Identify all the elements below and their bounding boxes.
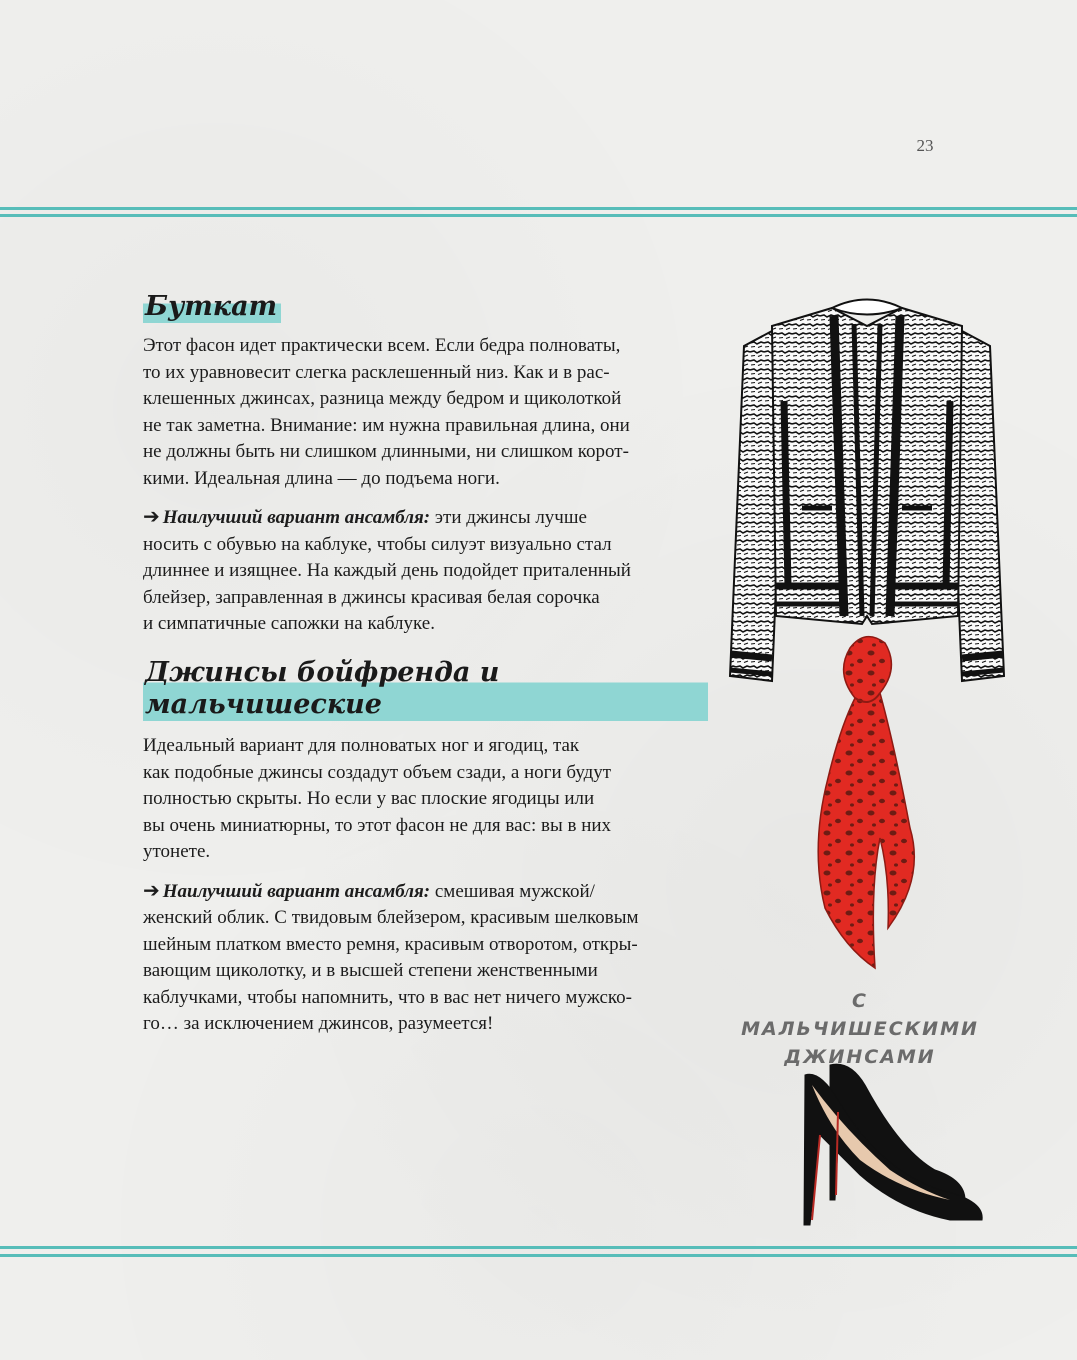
caption-line-2: ДЖИНСАМИ bbox=[784, 1046, 936, 1068]
page-number: 23 bbox=[916, 136, 934, 155]
section-title: Джинсы бойфренда и мальчишеские bbox=[143, 655, 708, 721]
arrow-right-icon: ➔ bbox=[143, 877, 160, 902]
section-boyfriend bbox=[143, 655, 708, 1038]
section-body bbox=[143, 733, 708, 866]
body-line: как подобные джинсы создадут объем сзади, а ноги будут bbox=[143, 761, 612, 783]
stiletto-pump-illustration bbox=[790, 1060, 990, 1230]
body-line: утонете. bbox=[143, 841, 211, 862]
tip-rest: эти джинсы лучше bbox=[430, 507, 587, 528]
body-line: клешенных джинсах, разница между бедром и щиколоткой bbox=[143, 388, 622, 409]
ensemble-tip bbox=[143, 503, 708, 638]
body-line: не так заметна. Внимание: им нужна правильная длина, они bbox=[143, 414, 630, 436]
body-line: не должны быть ни слишком длинными, ни слишком корот- bbox=[143, 441, 629, 462]
tip-line: каблучками, чтобы напомнить, что в вас нет ничего мужско- bbox=[143, 986, 632, 1008]
tip-first-line bbox=[143, 503, 708, 532]
top-rule-2 bbox=[0, 214, 1077, 217]
tip-line: вающим щиколотку, и в высшей степени женственными bbox=[143, 960, 598, 981]
body-line: полностью скрыты. Но если у вас плоские ягодицы или bbox=[143, 788, 595, 809]
section-bootcut bbox=[143, 289, 708, 638]
section-title: Буткат bbox=[143, 289, 281, 323]
red-scarf-illustration bbox=[800, 628, 930, 978]
tip-first-line bbox=[143, 877, 708, 906]
tip-line: го… за исключением джинсов, разумеется! bbox=[143, 1013, 494, 1034]
tip-line: шейным платком вместо ремня, красивым отворотом, откры- bbox=[143, 933, 638, 955]
arrow-right-icon: ➔ bbox=[143, 504, 160, 528]
tip-lead: Наилучший вариант ансамбля: bbox=[162, 507, 431, 528]
tip-line: блейзер, заправленная в джинсы красивая белая сорочка bbox=[143, 586, 600, 608]
tip-rest: смешивая мужской/ bbox=[430, 880, 595, 902]
tip-lead: Наилучший вариант ансамбля: bbox=[162, 880, 431, 902]
caption-line-1: С МАЛЬЧИШЕСКИМИ bbox=[741, 990, 979, 1040]
tip-line: и симпатичные сапожки на каблуке. bbox=[143, 613, 435, 634]
body-line: Этот фасон идет практически всем. Если бедра полноваты, bbox=[143, 335, 621, 356]
body-line: то их уравновесит слегка расклешенный низ. Как и в рас- bbox=[143, 361, 610, 383]
ensemble-tip bbox=[143, 877, 708, 1038]
top-rule-1 bbox=[0, 207, 1077, 210]
body-line: кими. Идеальная длина — до подъема ноги. bbox=[143, 467, 500, 489]
body-line: вы очень миниатюрны, то этот фасон не для вас: вы в них bbox=[143, 814, 612, 836]
tip-line: женский облик. С твидовым блейзером, красивым шелковым bbox=[143, 907, 639, 928]
bottom-rule-2 bbox=[0, 1254, 1077, 1257]
section-body bbox=[143, 333, 708, 492]
bottom-rule-1 bbox=[0, 1246, 1077, 1249]
tip-line: длиннее и изящнее. На каждый день подойдет приталенный bbox=[143, 560, 631, 581]
tip-line: носить с обувью на каблуке, чтобы силуэт визуально стал bbox=[143, 533, 612, 555]
illustration-caption bbox=[740, 987, 980, 1071]
body-line: Идеальный вариант для полноватых ног и ягодиц, так bbox=[143, 735, 580, 756]
